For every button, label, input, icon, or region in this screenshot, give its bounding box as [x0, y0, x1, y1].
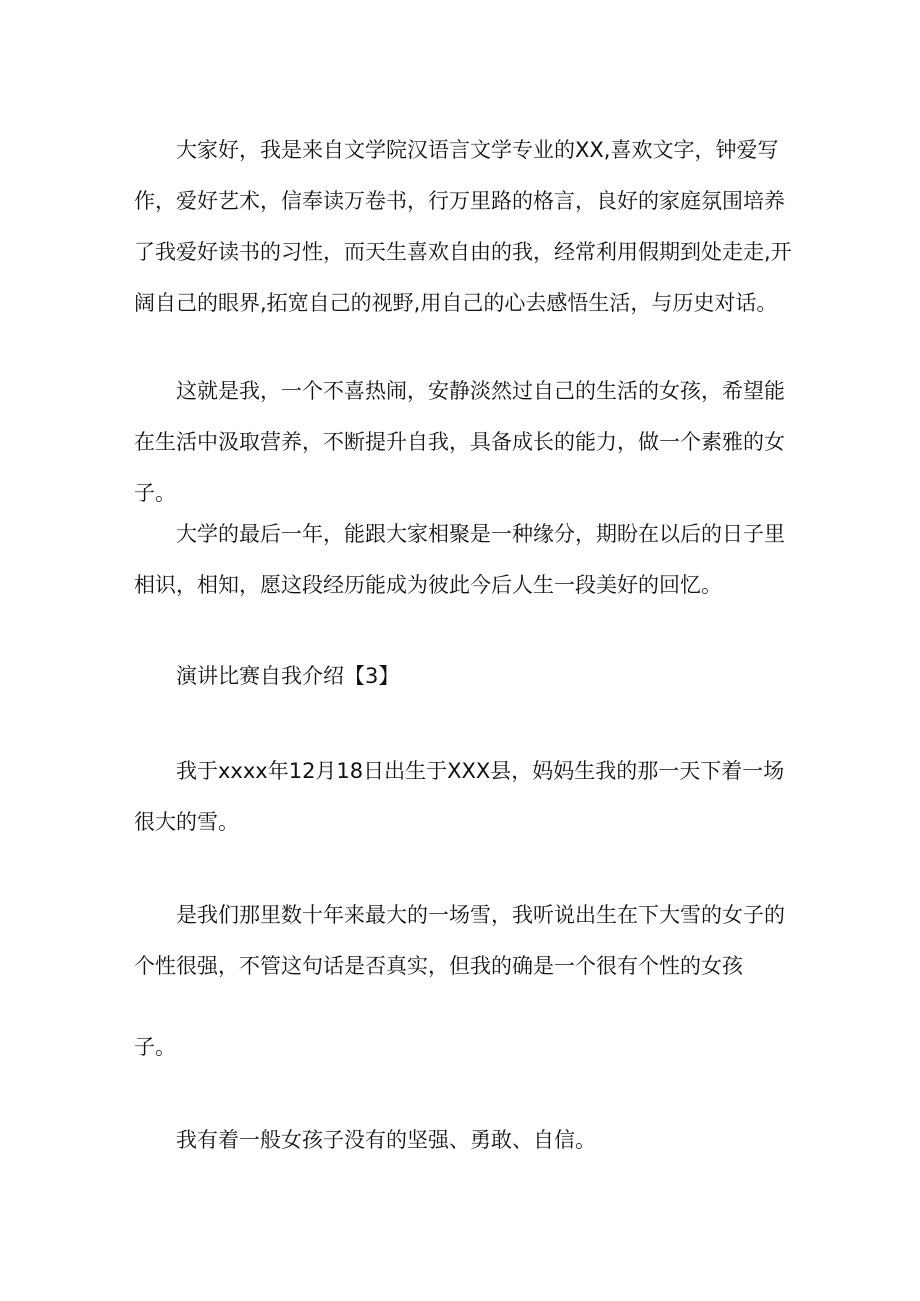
paragraph-qualities: 我有着一般女孩子没有的坚强、勇敢、自信。 — [176, 1128, 596, 1152]
paragraph-snow: 是我们那里数十年来最大的一场雪，我听说出生在下大雪的女子的个性很强，不管这句话是否真实，但我的确是一个很有个性的女孩 — [134, 903, 785, 978]
paragraph-final-year: 大学的最后一年，能跟大家相聚是一种缘分，期盼在以后的日子里相识，相知，愿这段经历能成为彼此今后人生一段美好的回忆。 — [134, 522, 785, 597]
section-heading: 演讲比赛自我介绍【3】 — [176, 664, 400, 688]
paragraph-birth: 我于xxxx年12月18日出生于XXX县，妈妈生我的那一天下着一场很大的雪。 — [134, 759, 785, 834]
paragraph-self-description: 这就是我，一个不喜热闹，安静淡然过自己的生活的女孩，希望能在生活中汲取营养，不断提升自我，具备成长的能力，做一个素雅的女子。 — [134, 379, 785, 505]
paragraph-continuation: 子。 — [134, 1035, 176, 1059]
paragraph-intro: 大家好，我是来自文学院汉语言文学专业的XX,喜欢文字，钟爱写作，爱好艺术，信奉读万卷书，行万里路的格言，良好的家庭氛围培养了我爱好读书的习性，而天生喜欢自由的我，经常利用假期到处走走,开阔自己的眼界,拓宽自己的视野,用自己的心去感悟生活，与历史对话。 — [134, 138, 792, 315]
